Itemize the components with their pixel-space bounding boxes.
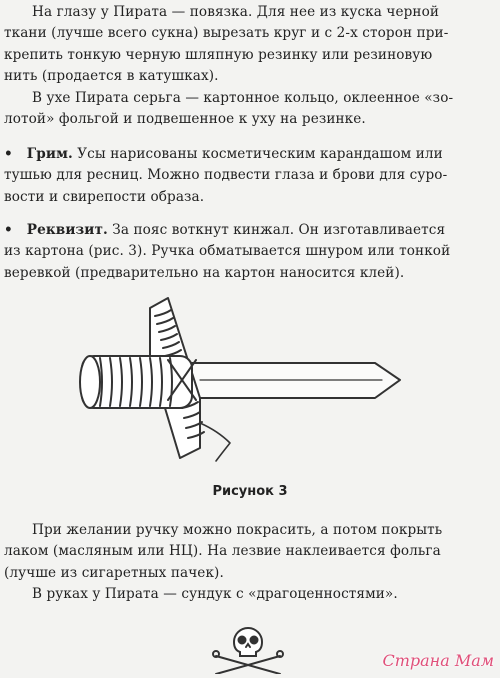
figure-caption: Рисунок 3 [212, 484, 288, 499]
paragraph-chest [4, 584, 494, 605]
term-makeup: Грим. [26, 146, 73, 162]
bullet: • [4, 222, 13, 238]
text-line: нить (продается в катушках). [4, 68, 219, 85]
text-line: веревкой (предварительно на картон наносится клей). [4, 264, 405, 281]
text-line: На глазу у Пирата — повязка. Для нее из куска черной [32, 4, 440, 20]
paragraph-props [4, 220, 494, 284]
text-line [4, 144, 494, 165]
text-line-rest: За пояс воткнут кинжал. Он изготавливается [107, 222, 446, 238]
text-line: В руках у Пирата — сундук с «драгоценностями». [32, 586, 398, 602]
text-line: из картона (рис. 3). Ручка обматывается шнуром или тонкой [4, 243, 451, 260]
site-watermark: Страна Мам [382, 651, 494, 670]
skull-crossbones-icon [208, 618, 288, 674]
bullet: • [4, 146, 13, 162]
term-props: Реквизит. [26, 222, 108, 238]
paragraph-painting [4, 520, 494, 584]
text-line [4, 220, 494, 241]
text-line: тушью для ресниц. Можно подвести глаза и брови для суро- [4, 167, 448, 184]
paragraph-earring [4, 88, 494, 131]
text-line: крепить тонкую черную шляпную резинку или резиновую [4, 46, 433, 63]
text-line: вости и свирепости образа. [4, 188, 205, 205]
text-line-rest: Усы нарисованы косметическим карандашом или [72, 146, 443, 162]
dagger-illustration [0, 288, 500, 488]
text-line: (лучше из сигаретных пачек). [4, 564, 224, 581]
text-line: лотой» фольгой и подвешенное к уху на резинке. [4, 111, 366, 128]
paragraph-eye-patch [4, 2, 494, 88]
text-line: При желании ручку можно покрасить, а потом покрыть [32, 522, 443, 538]
text-line: В ухе Пирата серьга — картонное кольцо, оклеенное «зо- [32, 90, 454, 106]
paragraph-makeup [4, 144, 494, 208]
text-line: ткани (лучше всего сукна) вырезать круг и с 2-х сторон при- [4, 25, 449, 42]
text-line: лаком (масляным или НЦ). На лезвие наклеивается фольга [4, 543, 441, 560]
